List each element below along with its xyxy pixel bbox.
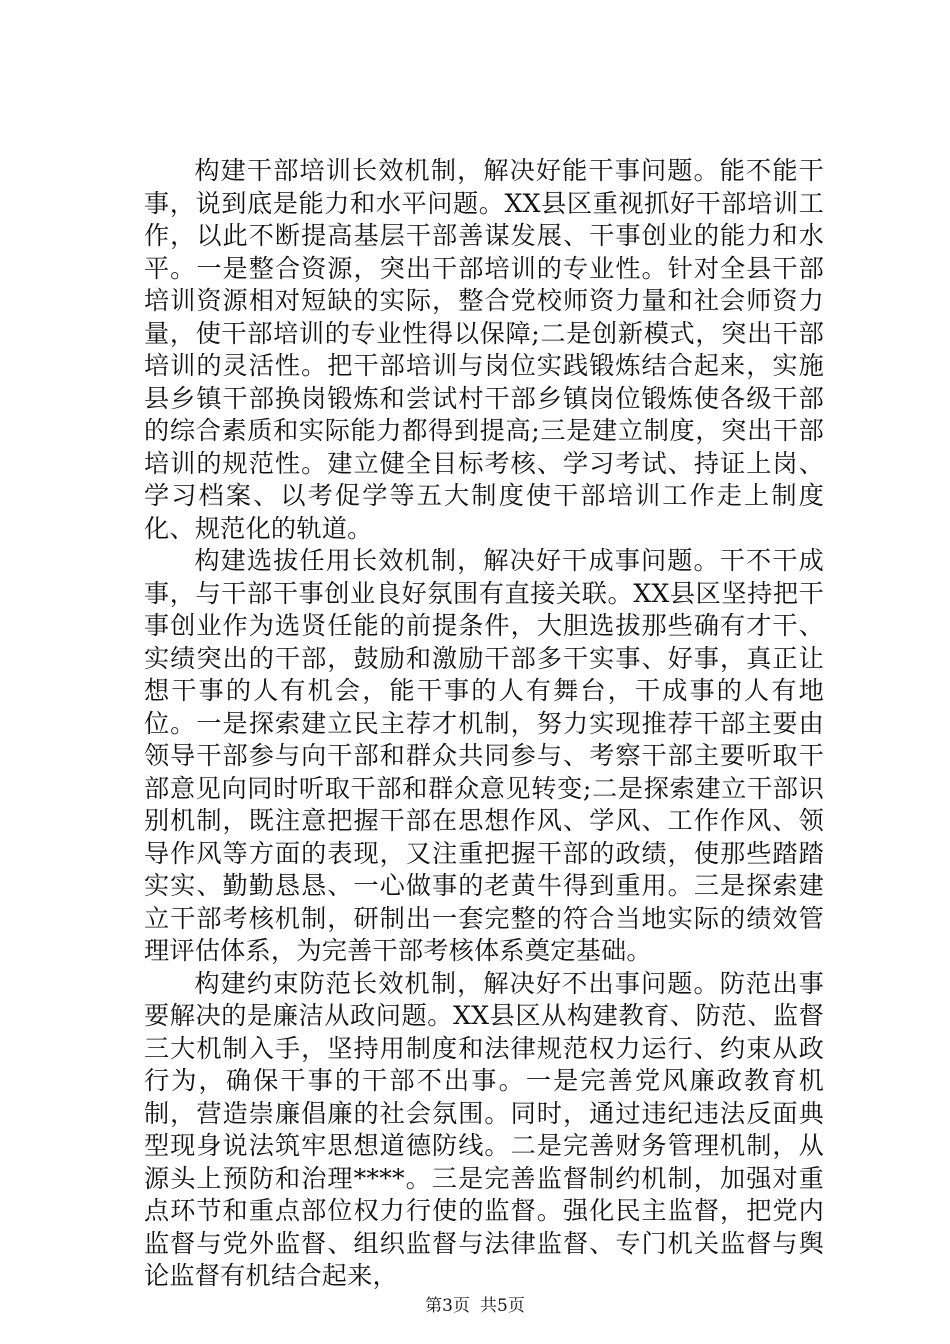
- paragraph-training: 构建干部培训长效机制，解决好能干事问题。能不能干事，说到底是能力和水平问题。XX县区重视抓好干部培训工作，以此不断提高基层干部善谋发展、干事创业的能力和水平。一是整合资源，突出干部培训的专业性。针对全县干部培训资源相对短缺的实际，整合党校师资力量和社会师资力量，使干部培训的专业性得以保障;二是创新模式，突出干部培训的灵活性。把干部培训与岗位实践锻炼结合起来，实施县乡镇干部换岗锻炼和尝试村干部乡镇岗位锻炼使各级干部的综合素质和实际能力都得到提高;三是建立制度，突出干部培训的规范性。建立健全目标考核、学习考试、持证上岗、学习档案、以考促学等五大制度使干部培训工作走上制度化、规范化的轨道。: [144, 156, 824, 543]
- document-body: [144, 155, 824, 1293]
- paragraph-supervision: 构建约束防范长效机制，解决好不出事问题。防范出事要解决的是廉洁从政问题。XX县区从构建教育、防范、监督三大机制入手，坚持用制度和法律规范权力运行、约束从政行为，确保干事的干部不出事。一是完善党风廉政教育机制，营造崇廉倡廉的社会氛围。同时，通过违纪违法反面典型现身说法筑牢思想道德防线。二是完善财务管理机制，从源头上预防和治理****。三是完善监督制约机制，加强对重点环节和重点部位权力行使的监督。强化民主监督，把党内监督与党外监督、组织监督与法律监督、专门机关监督与舆论监督有机结合起来，: [144, 968, 824, 1290]
- page-footer: [0, 1295, 950, 1317]
- page-number: 第3页: [425, 1296, 470, 1316]
- page-total: 共5页: [480, 1296, 525, 1316]
- paragraph-selection: 构建选拔任用长效机制，解决好干成事问题。干不干成事，与干部干事创业良好氛围有直接关联。XX县区坚持把干事创业作为选贤任能的前提条件，大胆选拔那些确有才干、实绩突出的干部，鼓励和激励干部多干实事、好事，真正让想干事的人有机会，能干事的人有舞台，干成事的人有地位。一是探索建立民主荐才机制，努力实现推荐干部主要由领导干部参与向干部和群众共同参与、考察干部主要听取干部意见向同时听取干部和群众意见转变;二是探索建立干部识别机制，既注意把握干部在思想作风、学风、工作作风、领导作风等方面的表现，又注重把握干部的政绩，使那些踏踏实实、勤勤恳恳、一心做事的老黄牛得到重用。三是探索建立干部考核机制，研制出一套完整的符合当地实际的绩效管理评估体系，为完善干部考核体系奠定基础。: [144, 546, 824, 965]
